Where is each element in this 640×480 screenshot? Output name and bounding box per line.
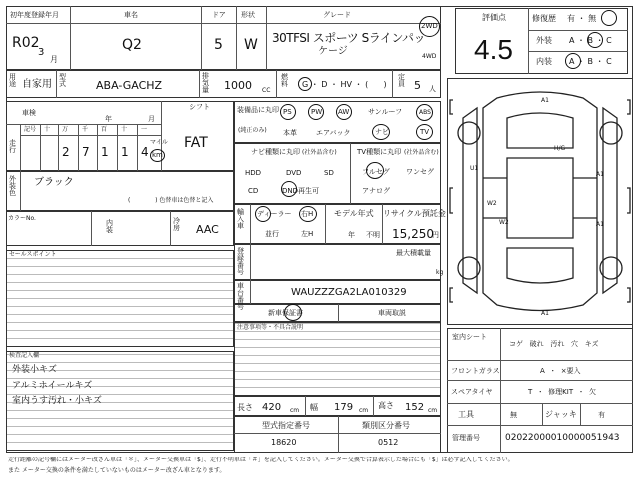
- usage: 自家用: [22, 79, 52, 90]
- width-unit: cm: [359, 407, 369, 414]
- navi-hdd: HDD: [245, 169, 262, 177]
- capacity-unit: 人: [429, 85, 436, 93]
- displacement-label: 排気量: [202, 72, 209, 94]
- repair-label: 修復歴: [532, 14, 556, 23]
- navi-sd: SD: [324, 169, 334, 177]
- footer-line1: 走行距離の記号欄にはメーター改ざん車は「＊」、メーター交換車は「$」、走行不明車は「＃」を記入してください。メーター交換で合算表示した場合にも「$」は必ず記入してください。: [8, 457, 514, 463]
- repair-options: 有 ・ 無: [567, 14, 597, 23]
- caution-label: 注意事項等・不具合説明: [237, 324, 304, 331]
- new-warranty: 新車保証書: [268, 309, 303, 317]
- digit-header-cell: 百: [101, 126, 108, 133]
- import-dealer: ディーラー: [257, 210, 292, 218]
- registration-cert: 車両取説: [378, 309, 406, 317]
- model-year-value: 年: [348, 231, 355, 239]
- door-label: ドア: [212, 11, 226, 19]
- control-label: 管理番号: [452, 434, 480, 442]
- digit-header-cell: 十: [121, 126, 128, 133]
- interior-label: 内装: [536, 57, 552, 66]
- digit-value: 1: [121, 145, 129, 159]
- car-name: Q2: [122, 37, 142, 53]
- digit-value: 4: [141, 145, 149, 159]
- fuel-label: 燃料: [281, 73, 288, 88]
- equip-ps: PS: [283, 108, 292, 116]
- tv-oneseg: ワンセグ: [406, 168, 434, 176]
- driven-label: 走行: [9, 139, 16, 154]
- unit-km: km: [152, 151, 163, 159]
- navi-type-sub: (社外品含む): [302, 149, 337, 156]
- displacement-unit: CC: [262, 87, 271, 94]
- control-no: 02022000010000051943: [505, 433, 620, 443]
- spare-options: T ・ 修理KIT ・ 欠: [528, 388, 597, 396]
- width-label: 幅: [310, 403, 318, 412]
- exterior-color-label: 外装色: [9, 175, 16, 197]
- load-unit: kg: [436, 269, 444, 276]
- reg-month-unit: 月: [50, 55, 58, 64]
- mark-a1-right-rear: A1: [596, 221, 604, 228]
- right-hand: 右H: [301, 210, 314, 218]
- height-unit: cm: [428, 407, 438, 414]
- digit-divider: [117, 124, 118, 171]
- note-3: 室内うす汚れ・小キズ: [12, 396, 102, 406]
- reg-no-label: 登録番号: [237, 247, 244, 276]
- car-diagram: [447, 78, 633, 325]
- model-year-label: モデル年式: [334, 209, 374, 218]
- max-load-label: 最大積載量: [396, 249, 431, 257]
- seat-options: コゲ 破れ 汚れ 穴 キズ: [509, 340, 599, 348]
- shift-label: シフト: [189, 103, 210, 111]
- chassis-label: 車台番号: [237, 282, 244, 311]
- grade-line1: 30TFSI スポーツ Sラインパッ: [272, 31, 426, 45]
- tools: 無: [510, 411, 517, 419]
- capacity-label: 定員: [398, 73, 405, 88]
- digit-divider: [78, 124, 79, 171]
- left-hand: 左H: [301, 230, 314, 238]
- height: 152: [405, 402, 425, 413]
- interior-color-label: 内装: [106, 219, 113, 234]
- type-no: 18620: [271, 438, 297, 447]
- equip-pw: PW: [311, 108, 323, 116]
- score-label: 評価点: [482, 13, 506, 22]
- jack: 有: [598, 411, 605, 419]
- digit-divider: [58, 124, 59, 171]
- equip-abs: ABS: [419, 109, 431, 116]
- equip-navi: ナビ: [375, 128, 389, 136]
- glass-options: A ・ ×要入: [540, 367, 581, 375]
- digit-divider: [40, 124, 41, 171]
- doors: 5: [214, 37, 223, 53]
- digit-header-cell: 十: [44, 126, 51, 133]
- inspection-label: 車検: [22, 109, 36, 117]
- caution-area: [234, 322, 441, 396]
- capacity: 5: [414, 79, 421, 92]
- score-value: 4.5: [474, 34, 513, 65]
- recycle: 15,250: [392, 227, 434, 241]
- model-label: 型式: [59, 73, 66, 88]
- exterior-color: ブラック: [34, 177, 74, 188]
- digit-header-cell: 一: [141, 126, 148, 133]
- month-label: 月: [148, 115, 155, 123]
- exterior-options: A ・ B ・ C: [569, 36, 612, 45]
- mark-w2-a: W2: [487, 200, 497, 207]
- equip-leather: 本革: [283, 129, 297, 137]
- chassis: WAUZZZGA2LA010329: [291, 287, 407, 298]
- jack-label: ジャッキ: [545, 410, 577, 419]
- equip-airbag: エアバック: [316, 129, 351, 137]
- usage-label: 用途: [9, 73, 16, 88]
- year-label: 年: [105, 115, 112, 123]
- unit-mile: マイル: [150, 139, 168, 146]
- interior-options: A ・ B ・ C: [569, 57, 612, 66]
- tv-type-label: TV種類に丸印: [357, 148, 402, 156]
- digit-header-cell: 記号: [24, 126, 37, 133]
- tv-type-sub: (社外品含む): [404, 149, 439, 156]
- equipment-sub-label: (純正のみ): [238, 127, 267, 134]
- digit-divider: [137, 124, 138, 171]
- equip-sunroof: サンルーフ: [368, 108, 403, 116]
- import-parallel: 並行: [265, 230, 279, 238]
- mark-a1-rear: A1: [541, 310, 549, 317]
- equipment-label: 装備品に丸印: [237, 106, 279, 114]
- spare-label: スペアタイヤ: [451, 388, 493, 396]
- shape-label: 形状: [241, 11, 255, 19]
- mark-a1-right: A1: [596, 171, 604, 178]
- displacement: 1000: [224, 79, 252, 92]
- note-2: アルミホイールキズ: [12, 381, 93, 391]
- reg-month: 3: [38, 47, 45, 58]
- height-label: 高さ: [378, 401, 394, 410]
- cooler: AAC: [196, 223, 219, 236]
- glass-label: フロントガラス: [451, 367, 500, 375]
- mark-hg: H/G: [554, 145, 566, 152]
- import-label: 輸入車: [237, 208, 244, 230]
- repair-none-circle: [601, 10, 617, 26]
- model: ABA-GACHZ: [96, 79, 163, 92]
- cooler-label: 冷房: [173, 217, 180, 232]
- navi-cd: CD: [248, 187, 259, 195]
- exterior-label: 外装: [536, 36, 552, 45]
- model-year-unknown: 不明: [366, 231, 380, 239]
- drive-4wd: 4WD: [422, 53, 437, 60]
- drive-2wd: 2WD: [421, 22, 438, 30]
- length-label: 長さ: [237, 403, 253, 412]
- digit-divider: [97, 124, 98, 171]
- navi-dvd: DVD: [286, 169, 302, 177]
- recycle-label: リサイクル預託金: [383, 209, 446, 218]
- width: 179: [334, 402, 354, 413]
- digit-value: 7: [82, 145, 90, 159]
- car-name-label: 車名: [124, 11, 138, 19]
- shift: FAT: [184, 135, 208, 151]
- reg-year: R02: [12, 35, 40, 51]
- digit-value: 1: [101, 145, 109, 159]
- digit-header-cell: 千: [82, 126, 89, 133]
- grade-label: グレード: [323, 11, 351, 19]
- length: 420: [262, 402, 282, 413]
- color-no-label: カラーNo.: [8, 215, 36, 222]
- grade-line2: ケージ: [318, 46, 348, 57]
- shape: W: [244, 37, 258, 53]
- sales-point-area: [6, 250, 234, 347]
- mark-w2-b: W2: [499, 219, 509, 226]
- equip-aw: AW: [338, 108, 350, 116]
- tv-analog: アナログ: [362, 187, 390, 195]
- reg-year-label: 初年度登録年月: [10, 11, 59, 19]
- tools-label: 工具: [458, 410, 474, 419]
- navi-type-label: ナビ種類に丸印: [251, 148, 300, 156]
- class-no-label: 類別区分番号: [362, 421, 410, 430]
- tv-fullseg: フルセグ: [362, 168, 390, 176]
- digit-header-cell: 万: [62, 126, 69, 133]
- navi-dnd: DND再生可: [282, 187, 320, 195]
- seat-label: 室内シート: [452, 333, 487, 341]
- mark-u1: U1: [470, 165, 479, 172]
- sales-label: セールスポイント: [9, 251, 57, 258]
- note-1: 外装小キズ: [12, 365, 57, 375]
- recycle-unit: 円: [432, 231, 439, 239]
- equip-tv: TV: [420, 128, 430, 136]
- color-note: ( ) 色替車は色替と記入: [128, 197, 214, 204]
- length-unit: cm: [290, 407, 300, 414]
- inspector-label: 検査記入欄: [9, 352, 40, 359]
- fuel-options: G ・ D ・ HV ・ ( ): [302, 80, 387, 89]
- footer-line2: また メーター交換の条件を満たしていないものはメーター改ざん車となります。: [8, 467, 226, 474]
- type-no-label: 型式指定番号: [262, 421, 310, 430]
- mark-a1-front: A1: [541, 97, 549, 104]
- class-no: 0512: [378, 438, 399, 447]
- digit-value: 2: [62, 145, 70, 159]
